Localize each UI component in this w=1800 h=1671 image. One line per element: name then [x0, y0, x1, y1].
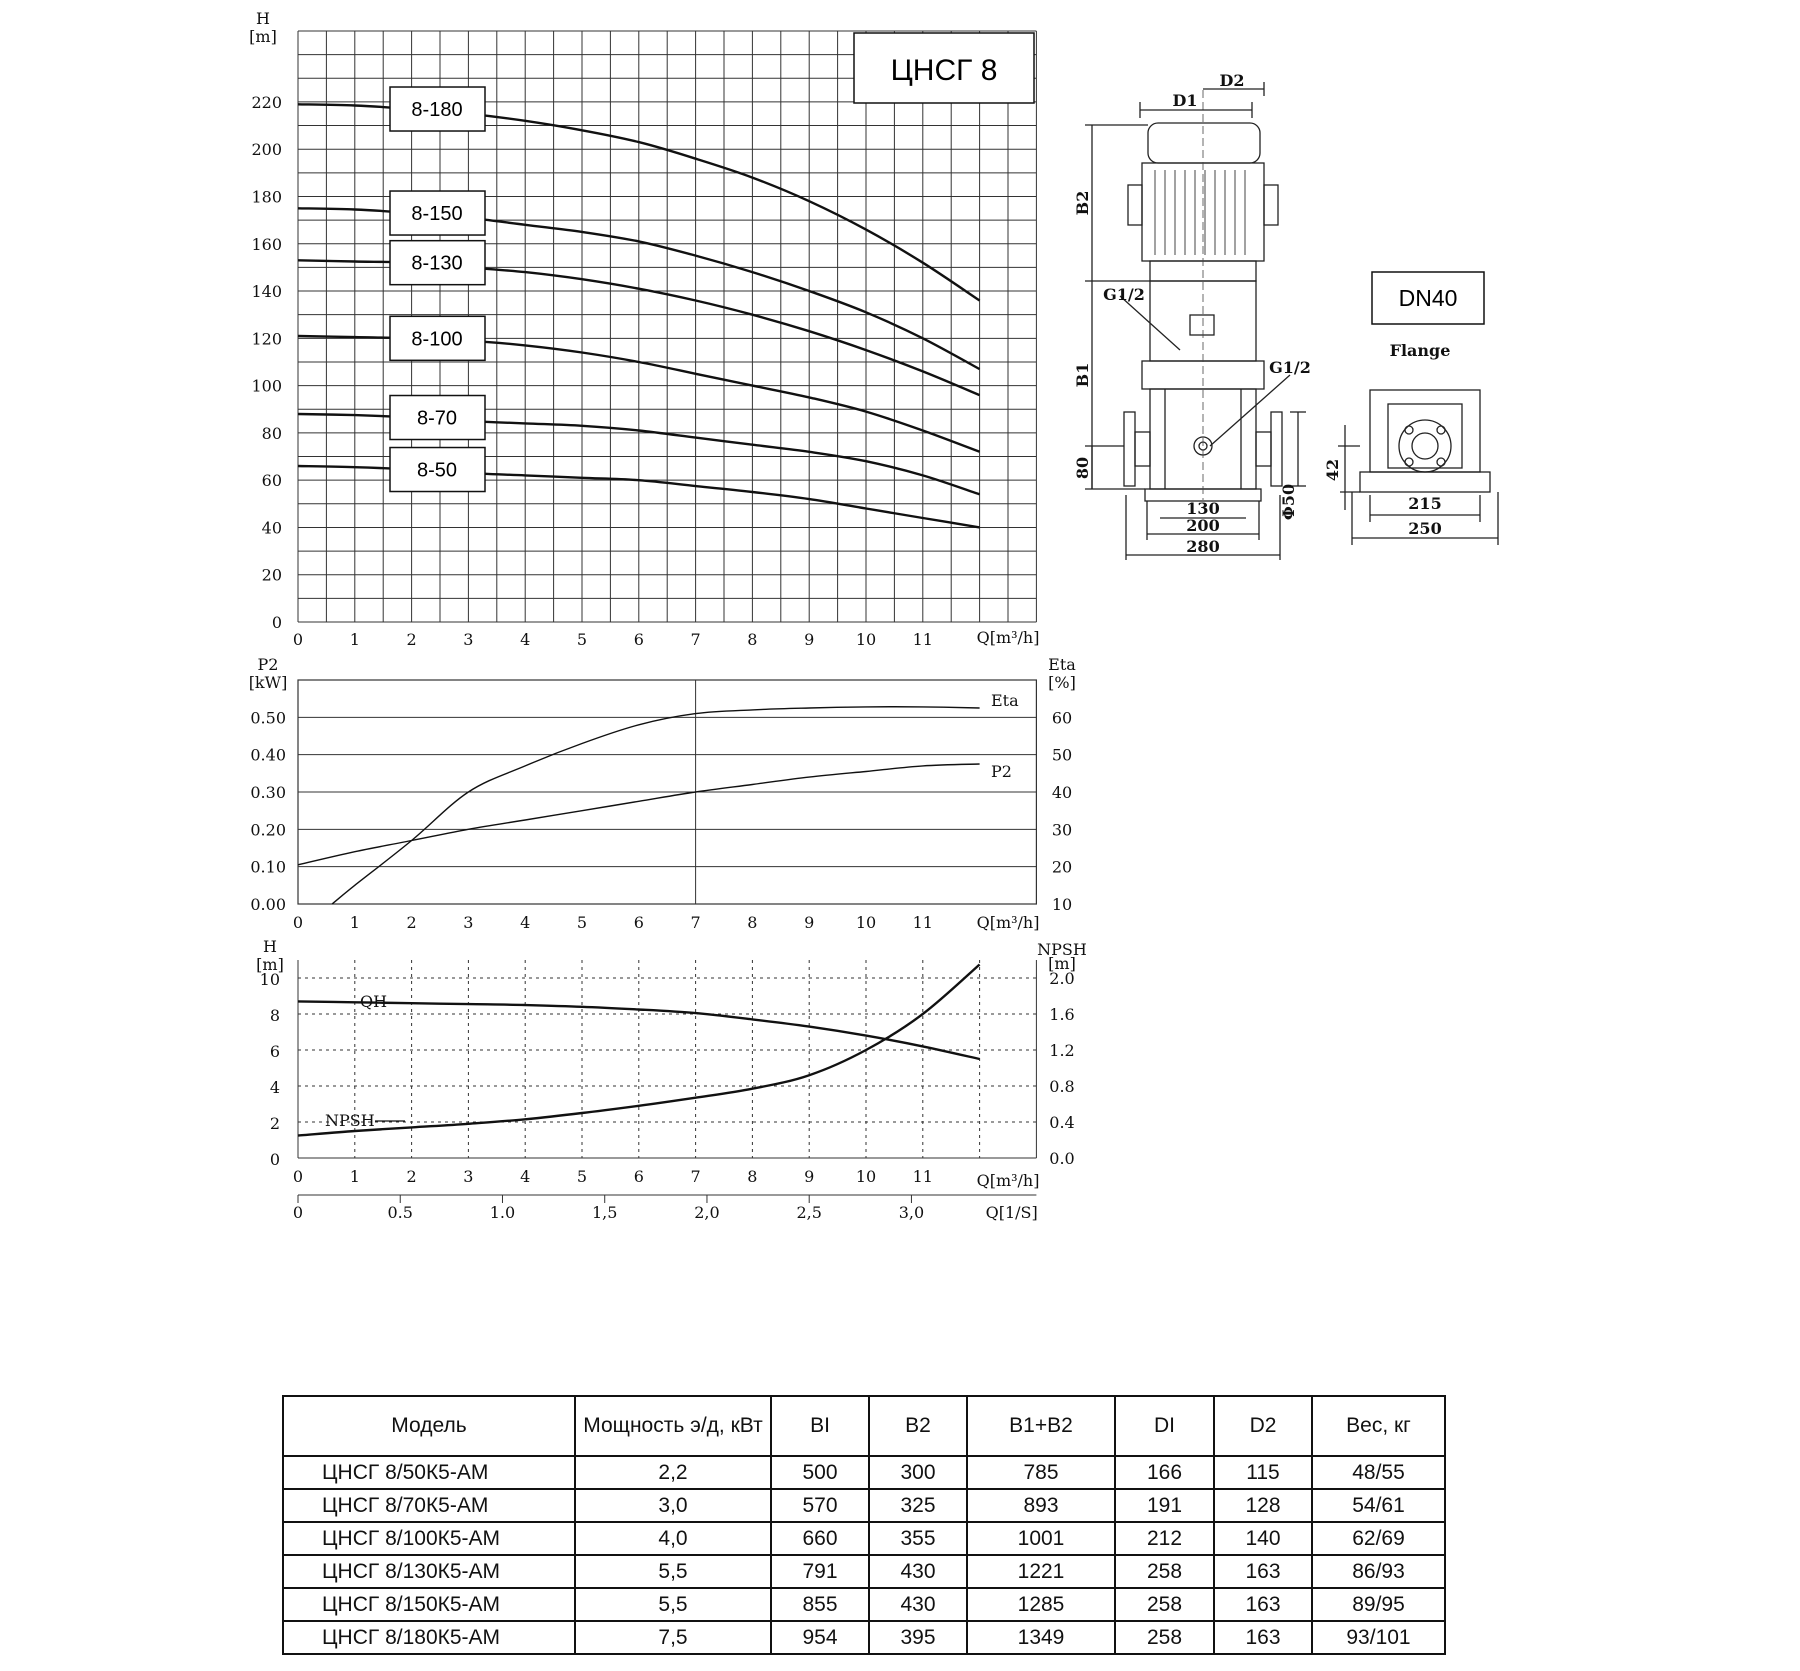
pe-y-tick: 0.00 — [250, 895, 286, 914]
table-row — [283, 1522, 1445, 1555]
pe-x-tick: 0 — [292, 913, 304, 932]
flange-label: Flange — [1389, 341, 1451, 360]
col-header-power: Мощность э/д, кВт — [575, 1396, 771, 1456]
npsh-axis-unit: [m] — [1048, 954, 1076, 973]
npsh-x2-tick: 2,0 — [694, 1203, 720, 1222]
npsh-y-tick: 6 — [269, 1042, 280, 1061]
npsh-y-tick-right: 2.0 — [1049, 969, 1075, 988]
qh-series-label: QH — [360, 992, 388, 1011]
dim-215: 215 — [1408, 494, 1442, 513]
cell-power: 5,5 — [575, 1588, 771, 1621]
npsh-y-tick-right: 0.0 — [1049, 1149, 1075, 1168]
cell-b1b2: 1221 — [967, 1555, 1115, 1588]
cell-b2: 300 — [869, 1456, 967, 1489]
eta-series-label: Eta — [990, 691, 1019, 710]
npsh-x-tick: 7 — [690, 1167, 701, 1186]
hq-y-tick: 40 — [261, 518, 282, 538]
pe-y-tick-right: 30 — [1051, 820, 1073, 840]
eta-axis-unit: [%] — [1048, 673, 1076, 692]
pe-y-tick: 0.30 — [250, 783, 286, 802]
pe-y-tick-right: 20 — [1051, 857, 1073, 877]
hq-y-tick: 200 — [251, 140, 282, 160]
hq-y-tick: 100 — [251, 376, 282, 396]
pe-x-tick: 7 — [690, 913, 701, 932]
cell-b1: 855 — [771, 1588, 869, 1621]
hq-y-tick: 120 — [251, 329, 282, 349]
npsh-x-tick: 4 — [520, 1167, 531, 1186]
npsh-axis-label: NPSH — [1037, 940, 1087, 959]
pe-y-tick-right: 50 — [1051, 745, 1073, 765]
col-header-b1: BI — [771, 1396, 869, 1456]
cell-b1b2: 893 — [967, 1489, 1115, 1522]
npsh-x2-tick: 2,5 — [796, 1203, 822, 1222]
pe-x-tick: 11 — [912, 913, 933, 932]
cell-model: ЦНСГ 8/70К5-АМ — [283, 1489, 575, 1522]
dim-130: 130 — [1186, 499, 1220, 518]
cell-weight: 54/61 — [1312, 1489, 1445, 1522]
pe-y-tick: 0.50 — [250, 708, 286, 728]
dim-d2: D2 — [1219, 71, 1245, 90]
motor-cap — [1148, 123, 1260, 163]
motor-box-left — [1128, 185, 1142, 225]
pe-y-tick: 0.20 — [250, 820, 286, 840]
npsh-x2-axis-label: Q[1/S] — [985, 1203, 1038, 1222]
coupling — [1190, 315, 1214, 335]
npsh-x-tick: 3 — [463, 1167, 474, 1186]
cell-b2: 395 — [869, 1621, 967, 1654]
cell-d2: 140 — [1214, 1522, 1312, 1555]
cell-weight: 89/95 — [1312, 1588, 1445, 1621]
table-row — [283, 1588, 1445, 1621]
motor-box-right — [1264, 185, 1278, 225]
outlet-flange — [1271, 412, 1282, 486]
spec-table — [282, 1395, 1446, 1655]
pe-y-tick-right: 60 — [1051, 708, 1073, 728]
pe-y-tick: 0.10 — [250, 857, 286, 877]
hq-curve-label: 8-130 — [411, 252, 463, 275]
cell-d2: 128 — [1214, 1489, 1312, 1522]
flange-drawing — [1323, 272, 1498, 545]
hq-x-tick: 11 — [912, 630, 933, 649]
cell-power: 4,0 — [575, 1522, 771, 1555]
npsh-x2-tick: 0 — [292, 1203, 304, 1222]
npsh-y-tick-right: 1.6 — [1049, 1005, 1075, 1024]
cell-weight: 48/55 — [1312, 1456, 1445, 1489]
hq-x-tick: 2 — [406, 630, 417, 649]
cell-b2: 430 — [869, 1555, 967, 1588]
hq-y-tick: 180 — [251, 187, 282, 207]
hq-curve-label: 8-150 — [411, 203, 463, 226]
flange-body — [1370, 390, 1480, 472]
dim-b1: B1 — [1073, 362, 1092, 388]
flange-ring — [1399, 420, 1451, 472]
npsh-y-tick: 0 — [269, 1150, 280, 1169]
npsh-x-tick: 9 — [804, 1167, 815, 1186]
cell-power: 7,5 — [575, 1621, 771, 1654]
pe-x-tick: 10 — [855, 913, 877, 932]
cell-power: 5,5 — [575, 1555, 771, 1588]
npsh-y-tick-right: 1.2 — [1049, 1041, 1075, 1060]
cell-b1: 791 — [771, 1555, 869, 1588]
npsh-h-axis-unit: [m] — [256, 955, 284, 974]
hq-y-axis-label-h: H — [256, 9, 270, 28]
cell-d1: 258 — [1115, 1555, 1214, 1588]
pe-curve-eta — [332, 707, 980, 904]
hq-y-tick: 0 — [271, 613, 282, 632]
npsh-x-tick: 0 — [292, 1167, 304, 1186]
hq-chart — [249, 9, 1039, 649]
cell-d1: 191 — [1115, 1489, 1214, 1522]
outlet-pipe — [1256, 432, 1271, 466]
inlet-pipe — [1135, 432, 1150, 466]
hq-x-tick: 10 — [855, 630, 877, 649]
hq-x-tick: 5 — [576, 630, 588, 649]
cell-b1b2: 1349 — [967, 1621, 1115, 1654]
hq-x-tick: 7 — [690, 630, 701, 649]
npsh-x2-tick: 1.0 — [489, 1203, 516, 1222]
cell-b2: 355 — [869, 1522, 967, 1555]
dim-phi50: Φ50 — [1279, 483, 1298, 521]
col-header-b2: B2 — [869, 1396, 967, 1456]
cell-d2: 163 — [1214, 1588, 1312, 1621]
npsh-chart — [256, 937, 1087, 1222]
cell-b1b2: 1285 — [967, 1588, 1115, 1621]
npsh-y-tick: 10 — [259, 970, 280, 989]
port-label-2: G1/2 — [1269, 358, 1311, 377]
npsh-h-axis-label: H — [263, 937, 277, 956]
table-row — [283, 1456, 1445, 1489]
cell-weight: 62/69 — [1312, 1522, 1445, 1555]
hq-curve-label: 8-180 — [411, 99, 463, 122]
hq-y-tick: 80 — [261, 423, 282, 443]
dim-d1: D1 — [1172, 91, 1198, 110]
cell-d2: 115 — [1214, 1456, 1312, 1489]
pump-drawing — [1073, 71, 1311, 560]
pe-x-tick: 6 — [633, 913, 644, 932]
hq-y-axis-unit: [m] — [249, 27, 277, 46]
hq-y-tick: 60 — [261, 471, 282, 491]
cell-weight: 86/93 — [1312, 1555, 1445, 1588]
cell-model: ЦНСГ 8/50К5-АМ — [283, 1456, 575, 1489]
pe-y-tick-right: 40 — [1051, 783, 1073, 802]
pe-x-tick: 4 — [520, 913, 531, 932]
cell-model: ЦНСГ 8/150К5-АМ — [283, 1588, 575, 1621]
cell-b1b2: 785 — [967, 1456, 1115, 1489]
cell-model: ЦНСГ 8/100К5-АМ — [283, 1522, 575, 1555]
eta-axis-label: Eta — [1048, 655, 1076, 674]
port-label-1: G1/2 — [1103, 285, 1145, 304]
cell-model: ЦНСГ 8/180К5-АМ — [283, 1621, 575, 1654]
cell-d1: 258 — [1115, 1588, 1214, 1621]
cell-b1b2: 1001 — [967, 1522, 1115, 1555]
npsh-y-tick: 2 — [269, 1114, 280, 1133]
cell-d1: 212 — [1115, 1522, 1214, 1555]
table-row — [283, 1621, 1445, 1654]
hq-x-axis-label: Q[m³/h] — [976, 628, 1040, 647]
flange-base — [1360, 472, 1490, 492]
pe-x-axis-label: Q[m³/h] — [976, 913, 1040, 932]
npsh-y-tick: 8 — [269, 1006, 280, 1025]
npsh-x-tick: 5 — [576, 1167, 588, 1186]
npsh-x-tick: 2 — [406, 1167, 417, 1186]
p2-series-label: P2 — [990, 762, 1012, 781]
hq-curve-label: 8-50 — [416, 459, 458, 482]
npsh-x2-tick: 3,0 — [898, 1203, 925, 1222]
col-header-weight: Вес, кг — [1312, 1396, 1445, 1456]
hq-x-tick: 4 — [520, 630, 531, 649]
dim-200: 200 — [1186, 516, 1220, 535]
col-header-model: Модель — [283, 1396, 575, 1456]
npsh-x2-tick: 1,5 — [591, 1203, 618, 1222]
dim-250: 250 — [1408, 519, 1442, 538]
hq-y-tick: 140 — [251, 282, 282, 302]
npsh-y-tick-right: 0.8 — [1049, 1077, 1075, 1096]
col-header-d2: D2 — [1214, 1396, 1312, 1456]
hq-x-tick: 3 — [463, 630, 474, 649]
chart-title: ЦНСГ 8 — [890, 54, 998, 87]
npsh-x-tick: 1 — [349, 1167, 360, 1186]
hq-x-tick: 8 — [747, 630, 758, 649]
cell-b2: 430 — [869, 1588, 967, 1621]
cell-weight: 93/101 — [1312, 1621, 1445, 1654]
p2-axis-unit: [kW] — [248, 673, 288, 692]
npsh-y-tick: 4 — [269, 1078, 280, 1097]
flange-badge: DN40 — [1398, 285, 1458, 311]
hq-curve-label: 8-70 — [416, 407, 458, 430]
power-efficiency-chart — [249, 655, 1077, 932]
cell-b2: 325 — [869, 1489, 967, 1522]
cell-d2: 163 — [1214, 1555, 1312, 1588]
npsh-x-axis-label: Q[m³/h] — [976, 1171, 1040, 1190]
table-row — [283, 1489, 1445, 1522]
cell-power: 2,2 — [575, 1456, 771, 1489]
cell-d1: 166 — [1115, 1456, 1214, 1489]
table-row — [283, 1555, 1445, 1588]
pe-x-tick: 9 — [804, 913, 815, 932]
dim-80: 80 — [1073, 456, 1092, 480]
hq-y-tick: 20 — [261, 565, 282, 585]
pe-x-tick: 2 — [406, 913, 417, 932]
cell-d2: 163 — [1214, 1621, 1312, 1654]
dim-42: 42 — [1323, 458, 1342, 482]
flange-bore — [1412, 433, 1438, 459]
cell-b1: 660 — [771, 1522, 869, 1555]
npsh-series-label: NPSH — [325, 1111, 375, 1130]
npsh-x-tick: 6 — [633, 1167, 644, 1186]
inlet-flange — [1124, 412, 1135, 486]
hq-y-tick: 220 — [251, 92, 282, 112]
cell-d1: 258 — [1115, 1621, 1214, 1654]
cell-b1: 954 — [771, 1621, 869, 1654]
npsh-x-tick: 8 — [747, 1167, 758, 1186]
cell-b1: 500 — [771, 1456, 869, 1489]
hq-y-tick: 160 — [251, 234, 282, 254]
hq-x-tick: 1 — [349, 630, 360, 649]
pe-x-tick: 8 — [747, 913, 758, 932]
cell-power: 3,0 — [575, 1489, 771, 1522]
col-header-b1b2: B1+B2 — [967, 1396, 1115, 1456]
pe-x-tick: 3 — [463, 913, 474, 932]
p2-axis-label: P2 — [257, 655, 279, 674]
pe-y-tick: 0.40 — [250, 745, 286, 765]
table-header-row — [283, 1396, 1445, 1456]
hq-curve-label: 8-100 — [411, 328, 463, 351]
pe-y-tick-right: 10 — [1051, 895, 1073, 914]
cell-model: ЦНСГ 8/130К5-АМ — [283, 1555, 575, 1588]
npsh-x-tick: 11 — [912, 1167, 933, 1186]
npsh-y-tick-right: 0.4 — [1049, 1113, 1075, 1132]
hq-x-tick: 9 — [804, 630, 815, 649]
pe-x-tick: 5 — [576, 913, 588, 932]
pe-x-tick: 1 — [349, 913, 360, 932]
hq-x-tick: 6 — [633, 630, 644, 649]
npsh-x2-tick: 0.5 — [387, 1203, 413, 1222]
dim-b2: B2 — [1073, 190, 1092, 216]
hq-x-tick: 0 — [292, 630, 304, 649]
col-header-d1: DI — [1115, 1396, 1214, 1456]
cell-b1: 570 — [771, 1489, 869, 1522]
dim-280: 280 — [1186, 537, 1220, 556]
npsh-x-tick: 10 — [855, 1167, 877, 1186]
